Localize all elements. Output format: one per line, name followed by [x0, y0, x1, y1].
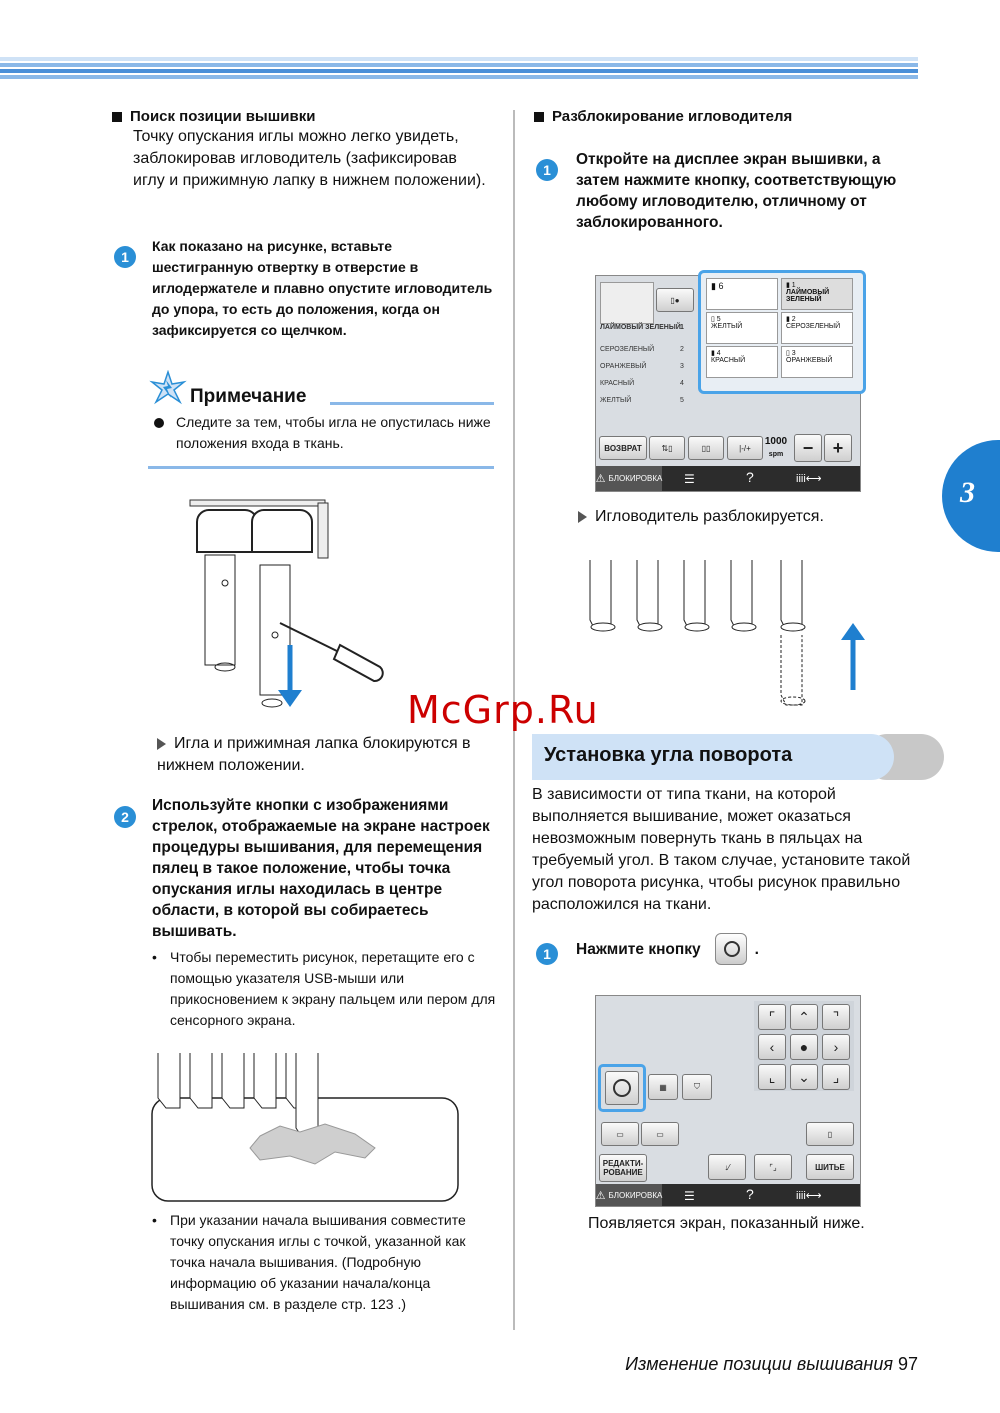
thread-row: КРАСНЫЙ 4	[600, 380, 684, 387]
needle-bar-grid	[698, 270, 866, 394]
result-text: Игловодитель разблокируется.	[595, 508, 824, 525]
speed-display: 1000 spm	[764, 436, 788, 458]
step-badge: 1	[536, 159, 558, 181]
section-title: Разблокирование игловодителя	[552, 108, 793, 125]
shield-button[interactable]: ⛉	[682, 1074, 712, 1100]
step-2-instruction: Используйте кнопки с изображениями стрелок, отображаемые на экране настроек процедуры вышивания, для перемещения пялец в такое положение, чтобы точка опускания иглы находилась в центре области, в которой вы собираетесь вышивать.	[152, 797, 490, 940]
position-button-2[interactable]: ▭	[641, 1122, 679, 1146]
arrow-up-left-button[interactable]: ⌜	[758, 1004, 786, 1030]
result-unlocked	[578, 506, 878, 528]
arrow-down-left-button[interactable]: ⌞	[758, 1064, 786, 1090]
status-bar	[596, 466, 860, 491]
settings-icon[interactable]: iiii⟷	[796, 473, 822, 485]
needle-lock-illustration	[180, 495, 420, 715]
note-bullet-icon	[154, 418, 164, 428]
section-header-search	[112, 108, 315, 125]
rotate-button[interactable]	[605, 1071, 639, 1105]
note-bottom-rule	[148, 466, 494, 469]
arrow-right-button[interactable]: ›	[822, 1034, 850, 1060]
bullet-text: При указании начала вышивания совместите точку опускания иглы с точкой, указанной как точка начала вышивания. (Подробную информацию об указании начала/конца вышивания см. в разделе стр. 123 .)	[170, 1212, 466, 1312]
section-header-unlock	[534, 108, 792, 125]
position-button-1[interactable]: ▭	[601, 1122, 639, 1146]
page-footer	[625, 1354, 918, 1375]
sew-button[interactable]: ШИТЬЕ	[806, 1154, 854, 1180]
result-arrow-icon	[578, 511, 587, 523]
chapter-tab	[942, 440, 1000, 552]
heading-text: Установка угла поворота	[544, 744, 793, 766]
arrow-left-button[interactable]: ‹	[758, 1034, 786, 1060]
unlock-step-instruction: Откройте на дисплее экран вышивки, а затем нажмите кнопку, соответствующую любому игловодителю, отличному от заблокированного.	[576, 151, 897, 231]
result-locked	[157, 733, 497, 777]
needle-bar-button-1[interactable]: ▮ 1 ЛАЙМОВЫЙ ЗЕЛЕНЫЙ	[781, 278, 853, 310]
arrow-down-button[interactable]: ⌄	[790, 1064, 818, 1090]
list-icon[interactable]: ☰	[684, 472, 695, 486]
speed-plus-button[interactable]: +	[824, 434, 852, 462]
step-badge: 1	[536, 943, 558, 965]
status-bar	[596, 1184, 860, 1206]
arrow-up-right-button[interactable]: ⌝	[822, 1004, 850, 1030]
help-icon[interactable]: ?	[746, 1186, 754, 1202]
chapter-number: 3	[960, 476, 975, 509]
result-text: Игла и прижимная лапка блокируются в нижнем положении.	[157, 735, 471, 774]
step-text: Нажмите кнопку	[576, 940, 701, 958]
section-title: Поиск позиции вышивки	[130, 108, 316, 125]
settings-icon[interactable]: iiii⟷	[796, 1190, 822, 1202]
help-icon[interactable]: ?	[746, 469, 754, 485]
needle-button[interactable]: |-/+	[727, 436, 763, 460]
embroidery-screen	[595, 275, 861, 492]
rotation-body: В зависимости от типа ткани, на которой выполняется вышивание, может оказаться невозможным повернуть ткань в пяльцах на требуемый угол. В таком случае, установите такой угол поворота рисунка, чтобы рисунок правильно расположился на ткани.	[532, 786, 911, 913]
thread-row: ОРАНЖЕВЫЙ 3	[600, 363, 684, 370]
thread-row: ЖЕЛТЫЙ 5	[600, 397, 684, 404]
rotate-button-highlight	[598, 1064, 646, 1112]
lock-button[interactable]: ⚠ БЛОКИРОВКА	[596, 466, 662, 491]
needle-position-illustration	[150, 1048, 460, 1203]
needle-unlock-illustration	[575, 555, 875, 715]
thread-row: СЕРОЗЕЛЕНЫЙ 2	[600, 346, 684, 353]
pattern-preview	[600, 282, 654, 324]
header-stripes	[0, 57, 918, 83]
note-sparkle-icon	[148, 370, 188, 406]
step-1-instruction: Как показано на рисунке, вставьте шестигранную отвертку в отверстие в иглодержателе и плавно опустите игловодитель до упора, то есть до положения, когда он зафиксируется со щелчком.	[152, 238, 493, 338]
square-bullet-icon	[112, 112, 122, 122]
step-badge: 1	[114, 246, 136, 268]
bullet-text: Чтобы переместить рисунок, перетащите его с помощью указателя USB-мыши или прикосновением к экрану пальцем или пером для сенсорного экрана.	[170, 949, 496, 1028]
trial-button[interactable]: ⌜⌟	[754, 1154, 792, 1180]
square-bullet-icon	[534, 112, 544, 122]
rotate-button-icon	[715, 933, 747, 965]
speed-minus-button[interactable]: −	[794, 434, 822, 462]
watermark: McGrp.Ru	[407, 688, 599, 732]
needle-bar-button-3[interactable]: ▯ 3 ОРАНЖЕВЫЙ	[781, 346, 853, 378]
page-number: 97	[897, 1354, 918, 1374]
return-button[interactable]: ВОЗВРАТ	[599, 436, 647, 460]
result-arrow-icon	[157, 738, 166, 750]
needle-bar-button-2[interactable]: ▮ 2 СЕРОЗЕЛЕНЫЙ	[781, 312, 853, 344]
edit-button[interactable]: РЕДАКТИ- РОВАНИЕ	[599, 1154, 647, 1182]
thread-row: ЛАЙМОВЫЙ ЗЕЛЕНЫЙ 1	[600, 324, 684, 331]
thread-trim-button[interactable]: ⇅▯	[649, 436, 685, 460]
note-title: Примечание	[190, 386, 307, 407]
needle-bar-button-6[interactable]: ▮ 6	[706, 278, 778, 310]
thread-list	[600, 324, 700, 409]
arrow-up-button[interactable]: ⌃	[790, 1004, 818, 1030]
note-box	[148, 370, 494, 470]
list-icon[interactable]: ☰	[684, 1189, 695, 1203]
rotate-step-instruction: Нажмите кнопку .	[576, 933, 759, 965]
tension-button[interactable]: ▯▯	[688, 436, 724, 460]
bullet-move-pattern: • Чтобы переместить рисунок, перетащите его с помощью указателя USB-мыши или прикосновением к экрану пальцем или пером для сенсорного экрана.	[152, 947, 497, 1031]
section-body: Точку опускания иглы можно легко увидеть, заблокировав игловодитель (зафиксировав иглу и прижимную лапку в нижнем положении).	[133, 128, 486, 189]
section-heading-rotation	[532, 734, 944, 780]
footer-title: Изменение позиции вышивания	[625, 1354, 893, 1374]
stop-button[interactable]: ▯●	[656, 288, 694, 312]
needle-bar-button-4[interactable]: ▮ 4 КРАСНЫЙ	[706, 346, 778, 378]
layout-button[interactable]: ▦	[648, 1074, 678, 1100]
arrow-down-right-button[interactable]: ⌟	[822, 1064, 850, 1090]
note-title-rule	[330, 402, 494, 405]
needle-bar-button-5[interactable]: ▯ 5 ЖЕЛТЫЙ	[706, 312, 778, 344]
note-text: Следите за тем, чтобы игла не опустилась ниже положения входа в ткань.	[176, 414, 491, 451]
step-badge: 2	[114, 806, 136, 828]
frame-button[interactable]: ▯	[806, 1122, 854, 1146]
lock-button[interactable]: ⚠ БЛОКИРОВКА	[596, 1184, 662, 1206]
arrow-pad	[754, 1001, 854, 1091]
screen-caption: Появляется экран, показанный ниже.	[588, 1215, 865, 1232]
center-button[interactable]: ●	[790, 1034, 818, 1060]
needle-trim-button[interactable]: ↓⁄	[708, 1154, 746, 1180]
bullet-start-point: • При указании начала вышивания совместите точку опускания иглы с точкой, указанной как точка начала вышивания. (Подробную информацию об указании начала/конца вышивания см. в разделе стр. 123 .)	[152, 1210, 497, 1315]
edit-screen	[595, 995, 861, 1207]
